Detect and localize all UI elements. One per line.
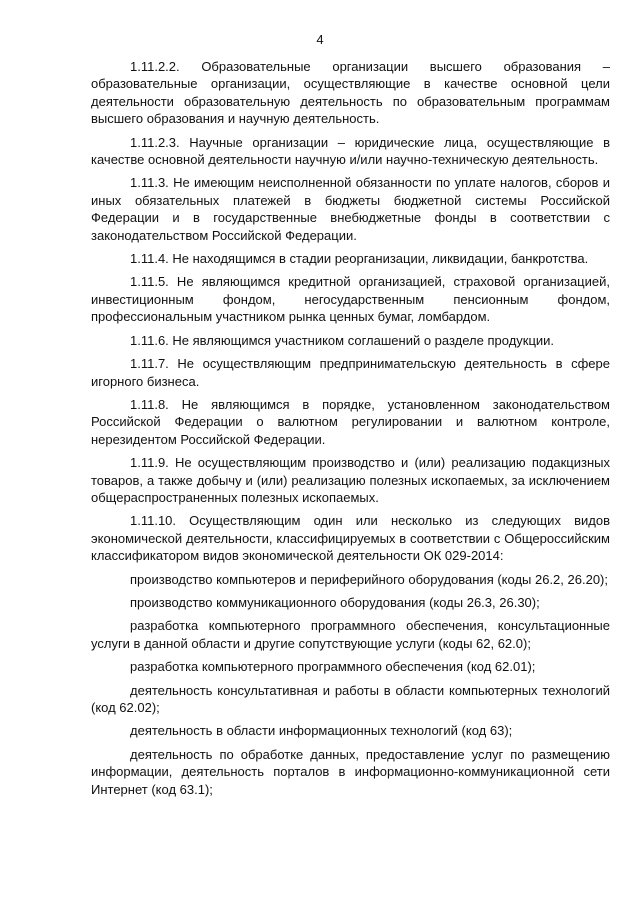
activity-item-63: деятельность в области информационных технологий (код 63); <box>130 723 513 739</box>
activity-item-26-3: производство коммуникационного оборудования (коды 26.3, 26.30); <box>130 594 540 610</box>
activity-item-62: разработка компьютерного программного обеспечения, консультационные услуги в данной области и другие сопутствующие услуги (коды 62, 62.0); <box>91 618 610 651</box>
paragraph-1-11-2-2: 1.11.2.2. Образовательные организации высшего образования – образовательные организации, осуществляющие в качестве основной цели деятельности образовательную деятельность по образовательным программам высшего образования и научную деятельность. <box>91 59 610 127</box>
paragraph-1-11-2-3: 1.11.2.3. Научные организации – юридические лица, осуществляющие в качестве основной деятельности научную и/или научно-техническую деятельность. <box>91 134 610 168</box>
activity-item-62-01: разработка компьютерного программного обеспечения (код 62.01); <box>130 659 536 675</box>
activity-item-26-2: производство компьютеров и периферийного оборудования (коды 26.2, 26.20); <box>130 571 608 587</box>
paragraph-1-11-4: 1.11.4. Не находящимся в стадии реорганизации, ликвидации, банкротства. <box>130 251 589 267</box>
activity-item-62-02: деятельность консультативная и работы в области компьютерных технологий (код 62.02); <box>91 682 610 715</box>
paragraph-1-11-8: 1.11.8. Не являющимся в порядке, установленном законодательством Российской Федерации о валютном регулировании и валютном контроле, нерезидентом Российской Федерации. <box>91 396 610 447</box>
document-body <box>91 58 610 804</box>
paragraph-1-11-6: 1.11.6. Не являющимся участником соглашений о разделе продукции. <box>130 332 555 348</box>
paragraph-1-11-7: 1.11.7. Не осуществляющим предпринимательскую деятельность в сфере игорного бизнеса. <box>91 356 610 389</box>
paragraph-1-11-5: 1.11.5. Не являющимся кредитной организацией, страховой организацией, инвестиционным фондом, негосударственным пенсионным фондом, профессиональным участником рынка ценных бумаг, ломбардом. <box>91 274 610 325</box>
activity-item-63-1: деятельность по обработке данных, предоставление услуг по размещению информации, деятельность порталов в информационно-коммуникационной сети Интернет (код 63.1); <box>91 746 610 797</box>
page-number: 4 <box>316 32 324 47</box>
paragraph-1-11-9: 1.11.9. Не осуществляющим производство и (или) реализацию подакцизных товаров, а также добычу и (или) реализацию полезных ископаемых, за исключением общераспространенных полезных ископаемых. <box>91 455 610 505</box>
paragraph-1-11-10: 1.11.10. Осуществляющим один или несколько из следующих видов экономической деятельности, классифицируемых в соответствии с Общероссийским классификатором видов экономической деятельности ОК 029-2014: <box>91 513 610 564</box>
paragraph-1-11-3: 1.11.3. Не имеющим неисполненной обязанности по уплате налогов, сборов и иных обязательных платежей в бюджеты бюджетной системы Российской Федерации и в государственные внебюджетные фонды в соответствии с законодательством Российской Федерации. <box>91 175 610 243</box>
